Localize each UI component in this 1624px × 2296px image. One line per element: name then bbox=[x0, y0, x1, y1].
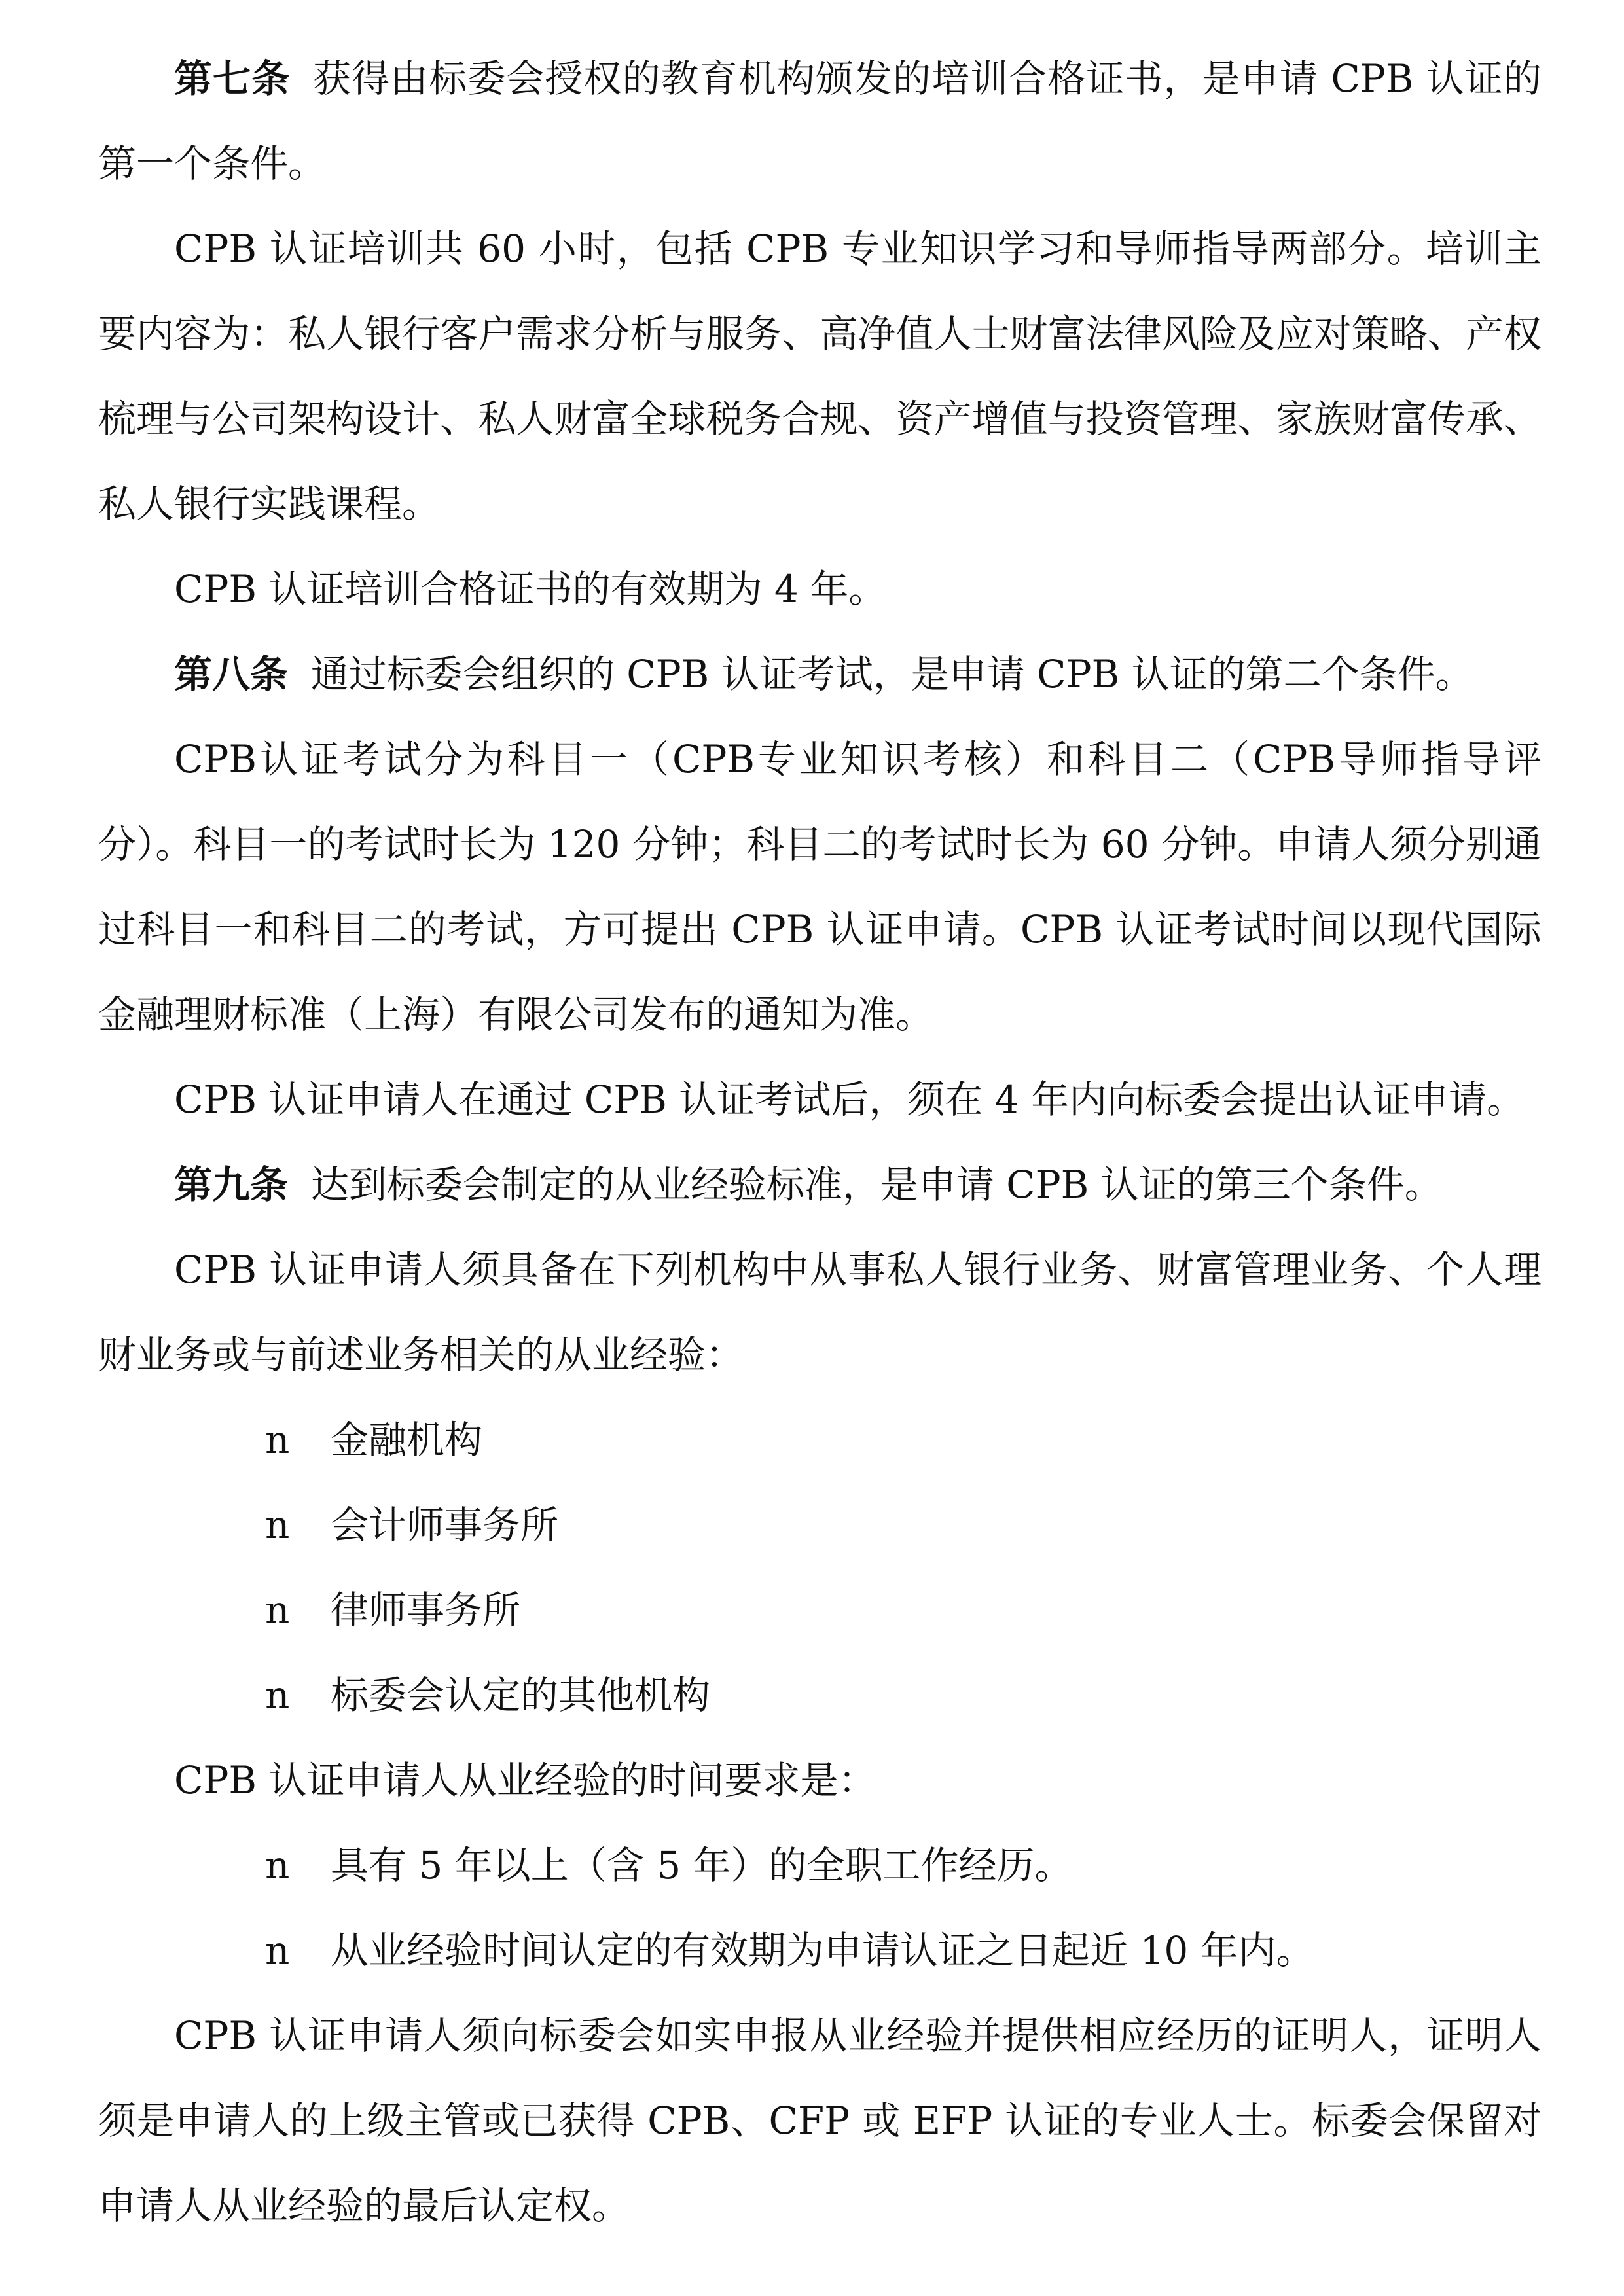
list-item bbox=[98, 1908, 1542, 1993]
article-8-intro-text: 通过标委会组织的 CPB 认证考试，是申请 CPB 认证的第二个条件。 bbox=[310, 652, 1473, 696]
article-9-number: 第九条 bbox=[174, 1162, 289, 1207]
article-7-intro bbox=[98, 36, 1542, 206]
institution-label: 会计师事务所 bbox=[331, 1503, 559, 1547]
article-9-intro bbox=[98, 1142, 1542, 1227]
list-item bbox=[98, 1823, 1542, 1908]
article-9-time-intro: CPB 认证申请人从业经验的时间要求是： bbox=[174, 1758, 876, 1803]
list-item bbox=[98, 1653, 1542, 1738]
article-9-intro-text: 达到标委会制定的从业经验标准，是申请 CPB 认证的第三个条件。 bbox=[310, 1162, 1443, 1207]
bullet: n bbox=[265, 1673, 290, 1717]
institution-label: 标委会认定的其他机构 bbox=[331, 1673, 711, 1717]
bullet: n bbox=[265, 1928, 290, 1973]
document-body bbox=[98, 36, 1542, 2248]
institution-label: 律师事务所 bbox=[331, 1588, 521, 1632]
article-7-intro-text: 获得由标委会授权的教育机构颁发的培训合格证书，是申请 CPB 认证的第一个条件。 bbox=[98, 56, 1542, 186]
time-requirement-label: 从业经验时间认定的有效期为申请认证之日起近 10 年内。 bbox=[331, 1928, 1314, 1973]
article-8-paragraph: CPB认证考试分为科目一（CPB专业知识考核）和科目二（CPB导师指导评分）。科目一的考试时长为 120 分钟；科目二的考试时长为 60 分钟。申请人须分别通过科目一和科目二的考试，方可提出 CPB 认证申请。CPB 认证考试时间以现代国际金融理财标准（上海）有限公司发布的通知为准。 bbox=[98, 737, 1542, 1037]
institution-label: 金融机构 bbox=[331, 1418, 483, 1462]
bullet: n bbox=[265, 1588, 290, 1632]
article-7-number: 第七条 bbox=[174, 56, 291, 101]
article-9-experience-intro: CPB 认证申请人须具备在下列机构中从事私人银行业务、财富管理业务、个人理财业务或与前述业务相关的从业经验： bbox=[98, 1247, 1542, 1377]
time-requirement-label: 具有 5 年以上（含 5 年）的全职工作经历。 bbox=[331, 1843, 1073, 1888]
article-7-paragraph: CPB 认证培训共 60 小时，包括 CPB 专业知识学习和导师指导两部分。培训主要内容为：私人银行客户需求分析与服务、高净值人士财富法律风险及应对策略、产权梳理与公司架构设计、私人财富全球税务合规、资产增值与投资管理、家族财富传承、私人银行实践课程。 bbox=[98, 226, 1542, 526]
article-7-paragraph: CPB 认证培训合格证书的有效期为 4 年。 bbox=[174, 567, 887, 611]
article-9-closing: CPB 认证申请人须向标委会如实申报从业经验并提供相应经历的证明人，证明人须是申请人的上级主管或已获得 CPB、CFP 或 EFP 认证的专业人士。标委会保留对申请人从业经验的最后认定权。 bbox=[98, 2013, 1542, 2228]
list-item bbox=[98, 1397, 1542, 1482]
bullet: n bbox=[265, 1843, 290, 1888]
list-item bbox=[98, 1482, 1542, 1568]
bullet: n bbox=[265, 1503, 290, 1547]
article-8-intro bbox=[98, 632, 1542, 717]
list-item bbox=[98, 1568, 1542, 1653]
bullet: n bbox=[265, 1418, 290, 1462]
article-8-paragraph: CPB 认证申请人在通过 CPB 认证考试后，须在 4 年内向标委会提出认证申请。 bbox=[174, 1077, 1525, 1122]
article-8-number: 第八条 bbox=[174, 652, 289, 696]
